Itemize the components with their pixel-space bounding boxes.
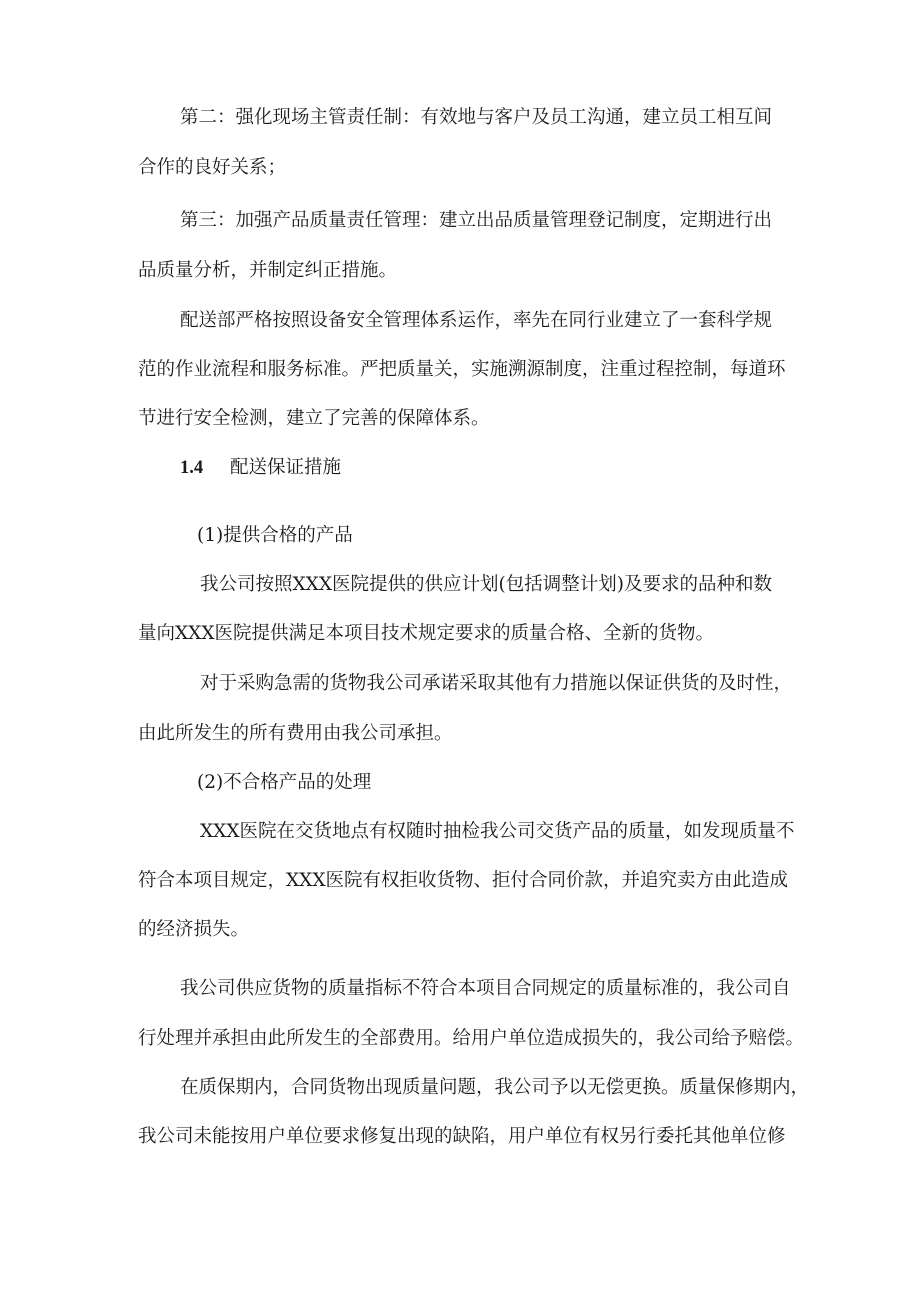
paragraph-line: 行处理并承担由此所发生的全部费用。给用户单位造成损失的，我公司给予赔偿。 (138, 1028, 805, 1049)
paragraph-line: 我公司未能按用户单位要求修复出现的缺陷，用户单位有权另行委托其他单位修 (138, 1126, 786, 1147)
paragraph-line: 品质量分析，并制定纠正措施。 (138, 260, 398, 281)
subsection-title: (1)提供合格的产品 (197, 525, 353, 546)
paragraph-line: 第三：加强产品质量责任管理：建立出品质量管理登记制度，定期进行出 (180, 210, 773, 231)
paragraph-line: 由此所发生的所有费用由我公司承担。 (138, 723, 453, 744)
paragraph-line: 节进行安全检测，建立了完善的保障体系。 (138, 408, 490, 429)
paragraph-line: 合作的良好关系； (138, 157, 287, 178)
section-number: 1.4 (180, 458, 204, 478)
paragraph-line: 对于采购急需的货物我公司承诺采取其他有力措施以保证供货的及时性， (200, 673, 793, 694)
paragraph-line: 的经济损失。 (138, 919, 250, 940)
paragraph-line: 我公司按照XXX医院提供的供应计划(包括调整计划)及要求的品种和数 (200, 574, 772, 595)
paragraph-line: 第二：强化现场主管责任制：有效地与客户及员工沟通，建立员工相互间 (180, 107, 773, 128)
paragraph-line: 我公司供应货物的质量指标不符合本项目合同规定的质量标准的，我公司自 (180, 978, 791, 999)
paragraph-line: 量向XXX医院提供满足本项目技术规定要求的质量合格、全新的货物。 (138, 623, 715, 644)
section-title: 配送保证措施 (230, 457, 342, 478)
paragraph-line: 配送部严格按照设备安全管理体系运作，率先在同行业建立了一套科学规 (180, 310, 773, 331)
subsection-title: (2)不合格产品的处理 (197, 772, 372, 793)
paragraph-line: 在质保期内，合同货物出现质量问题，我公司予以无偿更换。质量保修期内， (180, 1077, 810, 1098)
section-heading (180, 456, 341, 480)
paragraph-line: XXX医院在交货地点有权随时抽检我公司交货产品的质量，如发现质量不 (200, 821, 795, 842)
paragraph-line: 范的作业流程和服务标准。严把质量关，实施溯源制度，注重过程控制，每道环 (138, 359, 786, 380)
paragraph-line: 符合本项目规定，XXX医院有权拒收货物、拒付合同价款，并追究卖方由此造成 (138, 870, 789, 891)
